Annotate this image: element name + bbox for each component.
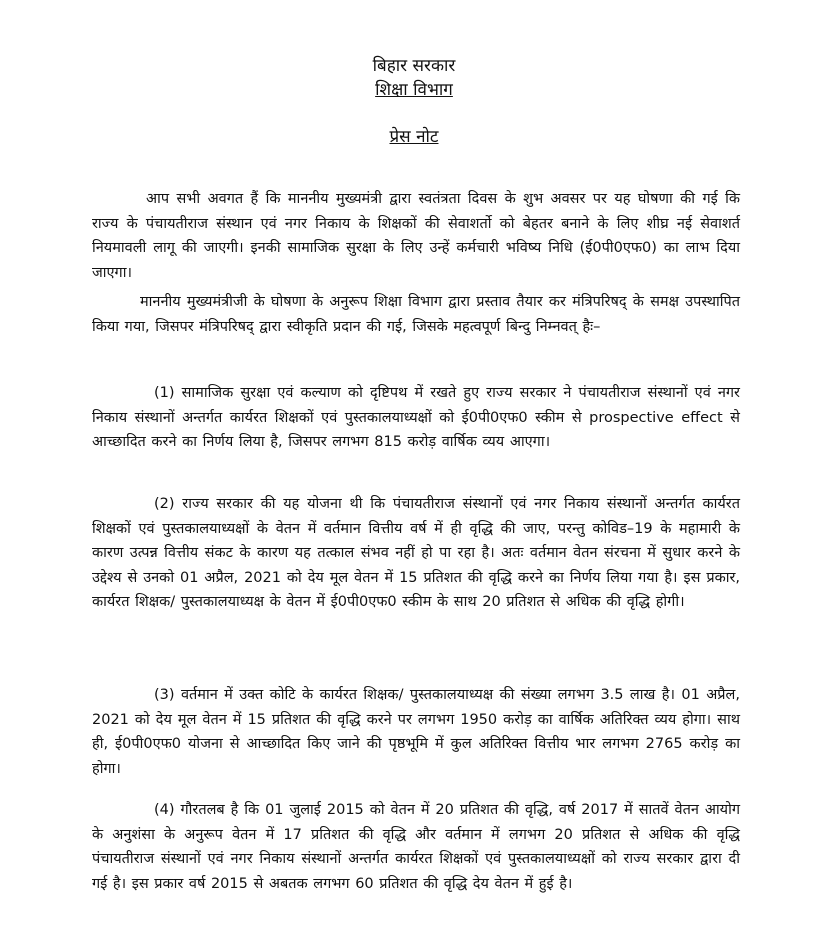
press-note-title: प्रेस नोट [389, 127, 439, 147]
cabinet-approval-paragraph: माननीय मुख्यमंत्रीजी के घोषणा के अनुरूप शिक्षा विभाग द्वारा प्रस्ताव तैयार कर मंत्रिपरिषद् के समक्ष उपस्थापित किया गया, जिसपर मंत्रिपरिषद् द्वारा स्वीकृति प्रदान की गई, जिसके महत्वपूर्ण बिन्दु निम्नवत् हैः– [92, 294, 740, 335]
point-2-paragraph: (2) राज्य सरकार की यह योजना थी कि पंचायतीराज संस्थानों एवं नगर निकाय संस्थानों अन्तर्गत कार्यरत शिक्षकों एवं पुस्तकालयाध्यक्षों के वेतन में वर्तमान वित्तीय वर्ष में ही वृद्धि की जाए, परन्तु कोविड–19 के महामारी के कारण उत्पन्न वित्तीय संकट के कारण यह तत्काल संभव नहीं हो पा रहा है। अतः वर्तमान वेतन संरचना में सुधार करने के उद्देश्य से उनको 01 अप्रैल, 2021 को देय मूल वेतन में 15 प्रतिशत की वृद्धि करने का निर्णय लिया गया है। इस प्रकार, कार्यरत शिक्षक/ पुस्तकालयाध्यक्ष के वेतन में ई0पी0एफ0 स्कीम के साथ 20 प्रतिशत से अधिक की वृद्धि होगी। [92, 496, 740, 611]
government-heading: बिहार सरकार [372, 56, 456, 76]
point-3-paragraph: (3) वर्तमान में उक्त कोटि के कार्यरत शिक्षक/ पुस्तकालयाध्यक्ष की संख्या लगभग 3.5 लाख है। 01 अप्रैल, 2021 को देय मूल वेतन में 15 प्रतिशत की वृद्धि करने पर लगभग 1950 करोड़ का वार्षिक अतिरिक्त व्यय होगा। साथ ही, ई0पी0एफ0 योजना से आच्छादित किए जाने की पृष्ठभूमि में कुल अतिरिक्त वित्तीय भार लगभग 2765 करोड़ का होगा। [92, 687, 740, 777]
point-1-paragraph: (1) सामाजिक सुरक्षा एवं कल्याण को दृष्टिपथ में रखते हुए राज्य सरकार ने पंचायतीराज संस्थानों एवं नगर निकाय संस्थानों अन्तर्गत कार्यरत शिक्षकों एवं पुस्तकालयाध्यक्षों को ई0पी0एफ0 स्कीम से prospective effect से आच्छादित करने का निर्णय लिया है, जिसपर लगभग 815 करोड़ वार्षिक व्यय आएगा। [92, 385, 740, 451]
intro-paragraph: आप सभी अवगत हैं कि माननीय मुख्यमंत्री द्वारा स्वतंत्रता दिवस के शुभ अवसर पर यह घोषणा की गई कि राज्य के पंचायतीराज संस्थान एवं नगर निकाय के शिक्षकों की सेवाशर्तो को बेहतर बनाने के लिए शीघ्र नई सेवाशर्त नियमावली लागू की जाएगी। इनकी सामाजिक सुरक्षा के लिए उन्हें कर्मचारी भविष्य निधि (ई0पी0एफ0) का लाभ दिया जाएगा। [92, 191, 740, 281]
department-heading: शिक्षा विभाग [375, 80, 453, 100]
point-4-paragraph: (4) गौरतलब है कि 01 जुलाई 2015 को वेतन में 20 प्रतिशत की वृद्धि, वर्ष 2017 में सातवें वेतन आयोग के अनुशंसा के अनुरूप वेतन में 17 प्रतिशत की वृद्धि और वर्तमान में लगभग 20 प्रतिशत से अधिक की वृद्धि पंचायतीराज संस्थानों एवं नगर निकाय संस्थानों अन्तर्गत कार्यरत शिक्षकों एवं पुस्तकालयाध्यक्षों को राज्य सरकार द्वारा दी गई है। इस प्रकार वर्ष 2015 से अबतक लगभग 60 प्रतिशत की वृद्धि देय वेतन में हुई है। [92, 802, 740, 892]
